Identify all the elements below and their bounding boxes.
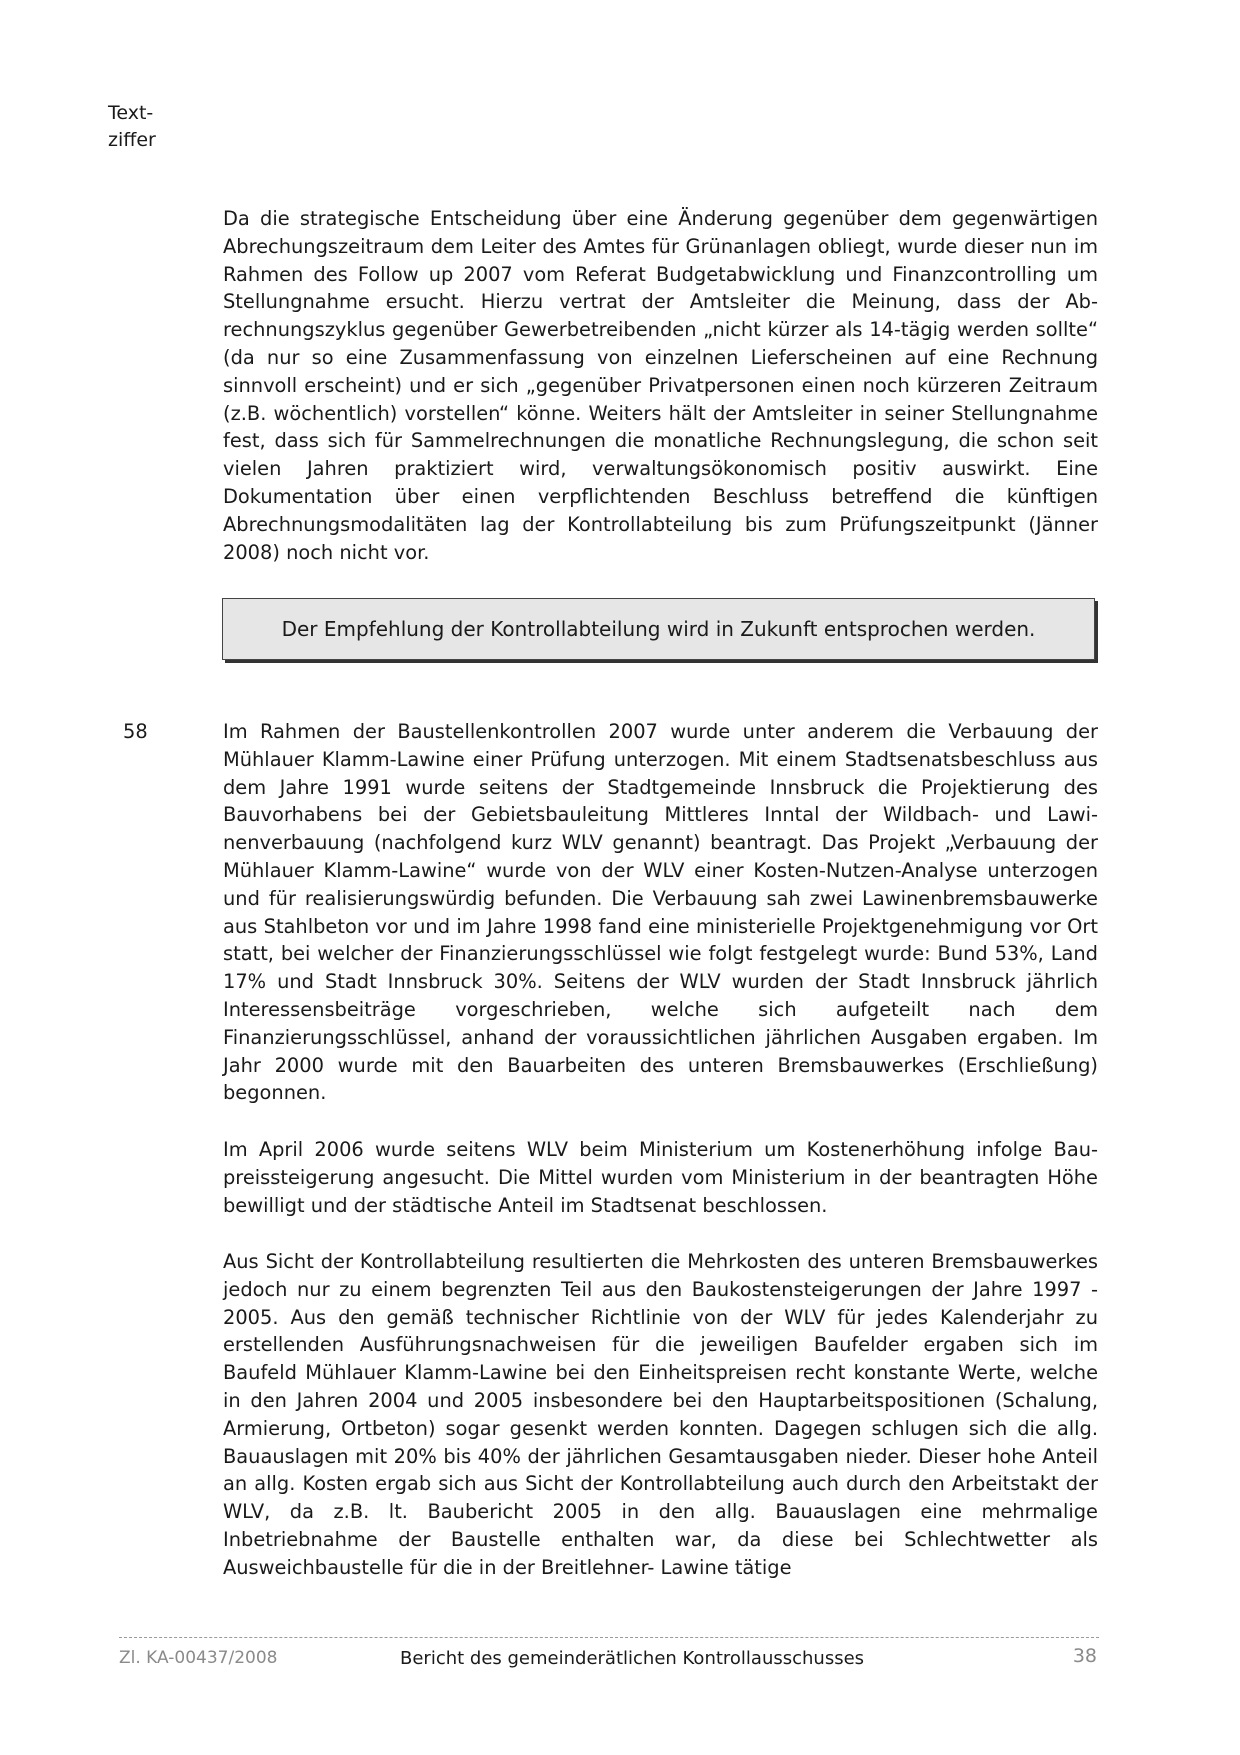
margin-label-textziffer: Text- ziffer (108, 102, 156, 151)
paragraph-site-inspection: Im Rahmen der Baustellenkontrollen 2007 wurde unter anderem die Verbauung der Mühlauer Klamm-Lawine einer Prüfung unterzogen. Mit einem Stadtsenatsbeschluss aus dem Jahre 1991 wurde seitens der Stadtgemeinde Innsbruck die Projektierung des Bauvorhabens bei der Gebietsbauleitung Mittleres Inntal der Wildbach- und Lawinenverbauung (nachfolgend kurz WLV genannt) beantragt. Das Projekt „Verbauung der Mühlauer Klamm-Lawine“ wurde von der WLV einer Kosten-Nutzen-Analyse unterzogen und für realisierungswürdig befunden. Die Verbauung sah zwei Lawinenbremsbauwerke aus Stahlbeton vor und im Jahre 1998 fand eine ministerielle Projektgenehmigung vor Ort statt, bei welcher der Finanzierungsschlüssel wie folgt festgelegt wurde: Bund 53%, Land 17% und Stadt Innsbruck 30%. Seitens der WLV wurden der Stadt Innsbruck jährlich Interessensbeiträge vorgeschrieben, welche sich aufgeteilt nach dem Finanzierungsschlüssel, anhand der voraussichtlichen jährlichen Ausgaben ergaben. Im Jahr 2000 wurde mit den Bauarbeiten des unteren Bremsbauwerkes (Erschließung) begonnen. (223, 720, 1098, 1105)
paragraph-strategic-decision: Da die strategische Entscheidung über eine Änderung gegenüber dem gegenwärtigen Abrechungszeitraum dem Leiter des Amtes für Grünanlagen obliegt, wurde dieser nun im Rahmen des Follow up 2007 vom Referat Budgetabwicklung und Finanzcontrolling um Stellungnahme ersucht. Hierzu vertrat der Amtsleiter die Meinung, dass der Abrechnungszyklus gegenüber Gewerbetreibenden „nicht kürzer als 14-tägig werden sollte“ (da nur so eine Zusammenfassung von einzelnen Lieferscheinen auf eine Rechnung sinnvoll erscheint) und er sich „gegenüber Privatpersonen einen noch kürzeren Zeitraum (z.B. wöchentlich) vorstellen“ könne. Weiters hält der Amtsleiter in seiner Stellungnahme fest, dass sich für Sammelrechnungen die monatliche Rechnungslegung, die schon seit vielen Jahren praktiziert wird, verwaltungsökonomisch positiv auswirkt. Eine Dokumentation über einen verpflichtenden Beschluss betreffend die künftigen Abrechnungsmodalitäten lag der Kontrollabteilung bis zum Prüfungszeitpunkt (Jänner 2008) noch nicht vor. (223, 207, 1098, 564)
footer-reference: Zl. KA-00437/2008 (119, 1648, 278, 1668)
section-number: 58 (123, 720, 148, 743)
footer-divider (119, 1637, 1099, 1638)
recommendation-callout-box (222, 598, 1095, 660)
recommendation-callout-text: Der Empfehlung der Kontrollabteilung wird in Zukunft entsprochen werden. (281, 617, 1036, 641)
footer-title: Bericht des gemeinderätlichen Kontrollausschusses (400, 1648, 865, 1669)
page-number: 38 (1072, 1645, 1097, 1667)
paragraph-cost-increase: Im April 2006 wurde seitens WLV beim Ministerium um Kostenerhöhung infolge Baupreissteigerung angesucht. Die Mittel wurden vom Ministerium in der beantragten Höhe bewilligt und der städtische Anteil im Stadtsenat beschlossen. (223, 1138, 1098, 1217)
paragraph-audit-view: Aus Sicht der Kontrollabteilung resultierten die Mehrkosten des unteren Bremsbauwerkes jedoch nur zu einem begrenzten Teil aus den Baukostensteigerungen der Jahre 1997 - 2005. Aus den gemäß technischer Richtlinie von der WLV für jedes Kalenderjahr zu erstellenden Ausführungsnachweisen für die jeweiligen Baufelder ergaben sich im Baufeld Mühlauer Klamm-Lawine bei den Einheitspreisen recht konstante Werte, welche in den Jahren 2004 und 2005 insbesondere bei den Hauptarbeitspositionen (Schalung, Armierung, Ortbeton) sogar gesenkt werden konnten. Dagegen schlugen sich die allg. Bauauslagen mit 20% bis 40% der jährlichen Gesamtausgaben nieder. Dieser hohe Anteil an allg. Kosten ergab sich aus Sicht der Kontrollabteilung auch durch den Arbeitstakt der WLV, da z.B. lt. Baubericht 2005 in den allg. Bauauslagen eine mehrmalige Inbetriebnahme der Baustelle enthalten war, da diese bei Schlechtwetter als Ausweichbaustelle für die in der Breitlehner- Lawine tätige (223, 1250, 1098, 1579)
